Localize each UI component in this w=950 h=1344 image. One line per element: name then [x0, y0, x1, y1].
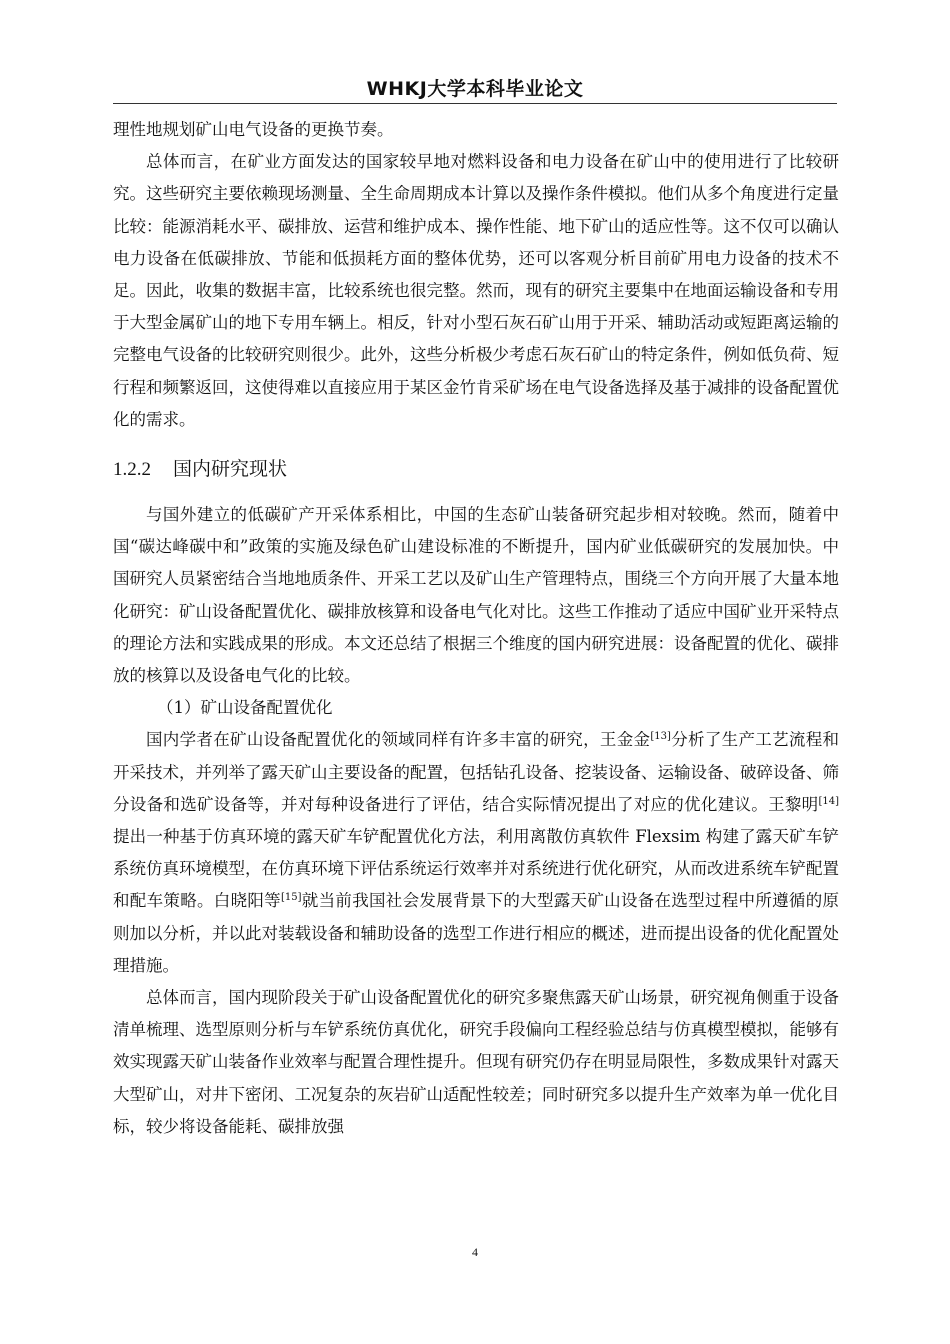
text-segment: 国内学者在矿山设备配置优化的领域同样有许多丰富的研究，王金金 — [146, 730, 651, 750]
text-segment: 提出一种基于仿真环境的露天矿车铲配置优化方法，利用离散仿真软件 Flexsim 构建了露天矿车铲系统仿真环境模型，在仿真环境下评估系统运行效率并对系统进行优化研究，从而改进系统车铲配置和配车策略。白晓阳等 — [113, 827, 839, 911]
body-text — [113, 114, 839, 1143]
text-segment: 分析了生产工艺流程和开采技术，并列举了露天矿山主要设备的配置，包括钻孔设备、挖装设备、运输设备、破碎设备、筛分设备和选矿设备等，并对每种设备进行了评估，结合实际情况提出了对应的优化建议。王黎明 — [113, 730, 840, 814]
section-title: 国内研究现状 — [173, 458, 288, 481]
running-header: WHKJ大学本科毕业论文 — [366, 78, 584, 100]
paragraph-foreign-summary: 总体而言，在矿业方面发达的国家较早地对燃料设备和电力设备在矿山中的使用进行了比较研究。这些研究主要依赖现场测量、全生命周期成本计算以及操作条件模拟。他们从多个角度进行定量比较：能源消耗水平、碳排放、运营和维护成本、操作性能、地下矿山的适应性等。这不仅可以确认电力设备在低碳排放、节能和低损耗方面的整体优势，还可以客观分析目前矿用电力设备的技术不足。因此，收集的数据丰富，比较系统也很完整。然而，现有的研究主要集中在地面运输设备和专用于大型金属矿山的地下专用车辆上。相反，针对小型石灰石矿山用于开采、辅助活动或短距离运输的完整电气设备的比较研究则很少。此外，这些分析极少考虑石灰石矿山的特定条件，例如低负荷、短行程和频繁返回，这使得难以直接应用于某区金竹肯采矿场在电气设备选择及基于减排的设备配置优化的需求。 — [113, 152, 839, 429]
paragraph-domestic-summary: 总体而言，国内现阶段关于矿山设备配置优化的研究多聚焦露天矿山场景，研究视角侧重于设备清单梳理、选型原则分析与车铲系统仿真优化，研究手段偏向工程经验总结与仿真模型模拟，能够有效实现露天矿山装备作业效率与配置合理性提升。但现有研究仍存在明显局限性，多数成果针对露天大型矿山，对井下密闭、工况复杂的灰岩矿山适配性较差；同时研究多以提升生产效率为单一优化目标，较少将设备能耗、碳排放强 — [113, 988, 839, 1136]
section-heading — [113, 454, 839, 485]
paragraph-config-optimization — [113, 724, 839, 982]
paragraph-continued: 理性地规划矿山电气设备的更换节奏。 — [113, 120, 394, 139]
subsection-label: （1）矿山设备配置优化 — [157, 698, 333, 718]
citation-ref: [13] — [650, 731, 671, 743]
section-number: 1.2.2 — [113, 459, 151, 481]
text-segment: 就当前我国社会发展背景下的大型露天矿山设备在选型过程中所遵循的原则加以分析，并以此对装载设备和辅助设备的选型工作进行相应的概述，进而提出设备的优化配置处理措施。 — [113, 891, 839, 975]
citation-ref: [14] — [818, 795, 839, 807]
citation-ref: [15] — [280, 892, 302, 904]
header-rule — [113, 103, 837, 104]
page-number: 4 — [472, 1245, 478, 1259]
paragraph-domestic-intro: 与国外建立的低碳矿产开采体系相比，中国的生态矿山装备研究起步相对较晚。然而，随着中国“碳达峰碳中和”政策的实施及绿色矿山建设标准的不断提升，国内矿业低碳研究的发展加快。中国研究人员紧密结合当地地质条件、开采工艺以及矿山生产管理特点，围绕三个方向开展了大量本地化研究：矿山设备配置优化、碳排放核算和设备电气化对比。这些工作推动了适应中国矿业开采特点的理论方法和实践成果的形成。本文还总结了根据三个维度的国内研究进展：设备配置的优化、碳排放的核算以及设备电气化的比较。 — [113, 505, 839, 686]
